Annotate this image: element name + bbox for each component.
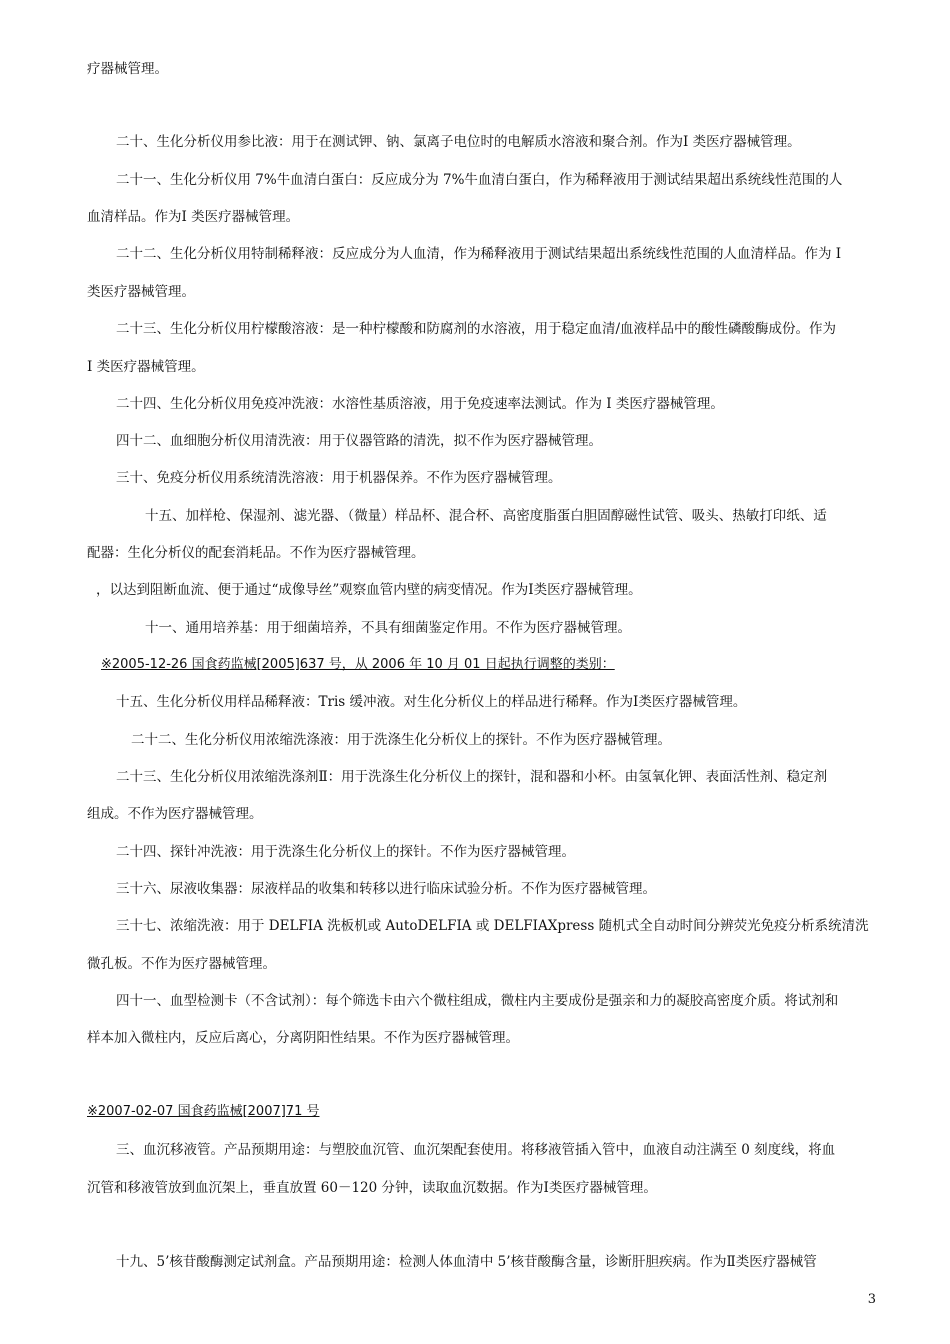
text-line: 二十三、生化分析仪用柠檬酸溶液：是一种柠檬酸和防腐剂的水溶液，用于稳定血清/血液样品中的酸性磷酸酶成份。作为 xyxy=(116,321,837,337)
text-line: 二十、生化分析仪用参比液：用于在测试钾、钠、氯离子电位时的电解质水溶液和聚合剂。作为I 类医疗器械管理。 xyxy=(116,134,801,150)
text-line: 三、血沉移液管。产品预期用途：与塑胶血沉管、血沉架配套使用。将移液管插入管中，血液自动注满至 0 刻度线，将血 xyxy=(116,1142,836,1158)
text-line: 十九、5’核苷酸酶测定试剂盒。产品预期用途：检测人体血清中 5’核苷酸酶含量，诊断肝胆疾病。作为Ⅱ类医疗器械管 xyxy=(116,1254,817,1270)
page-number: 3 xyxy=(867,1292,876,1307)
text-line: 疗器械管理。 xyxy=(87,61,168,77)
text-line: 二十一、生化分析仪用 7%牛血清白蛋白：反应成分为 7%牛血清白蛋白，作为稀释液用于测试结果超出系统线性范围的人 xyxy=(116,172,843,188)
text-line: 二十二、生化分析仪用浓缩洗涤液：用于洗涤生化分析仪上的探针。不作为医疗器械管理。 xyxy=(131,732,671,748)
text-line: 十一、通用培养基：用于细菌培养，不具有细菌鉴定作用。不作为医疗器械管理。 xyxy=(145,620,631,636)
text-line: 类医疗器械管理。 xyxy=(87,284,195,300)
text-line: ，以达到阻断血流、便于通过“成像导丝”观察血管内壁的病变情况。作为Ⅰ类医疗器械管理。 xyxy=(96,582,642,598)
text-line: 样本加入微柱内，反应后离心，分离阴阳性结果。不作为医疗器械管理。 xyxy=(87,1030,519,1046)
text-line: 三十六、尿液收集器：尿液样品的收集和转移以进行临床试验分析。不作为医疗器械管理。 xyxy=(116,881,656,897)
text-line: 二十二、生化分析仪用特制稀释液：反应成分为人血清，作为稀释液用于测试结果超出系统线性范围的人血清样品。作为 I xyxy=(116,246,842,262)
text-line: 微孔板。不作为医疗器械管理。 xyxy=(87,956,276,972)
text-line: 二十四、探针冲洗液：用于洗涤生化分析仪上的探针。不作为医疗器械管理。 xyxy=(116,844,575,860)
section-heading: ※2007-02-07 国食药监械[2007]71 号 xyxy=(87,1104,320,1119)
text-line: 四十二、血细胞分析仪用清洗液：用于仪器管路的清洗，拟不作为医疗器械管理。 xyxy=(116,433,602,449)
text-line: 十五、生化分析仪用样品稀释液：Tris 缓冲液。对生化分析仪上的样品进行稀释。作为Ⅰ类医疗器械管理。 xyxy=(116,694,747,710)
text-line: 配器：生化分析仪的配套消耗品。不作为医疗器械管理。 xyxy=(87,545,425,561)
text-line: 三十七、浓缩洗液：用于 DELFIA 洗板机或 AutoDELFIA 或 DELFIAXpress 随机式全自动时间分辨荧光免疫分析系统清洗 xyxy=(116,918,869,934)
text-line: 血清样品。作为I 类医疗器械管理。 xyxy=(87,209,300,225)
text-line: 十五、加样枪、保湿剂、滤光器、（微量）样品杯、混合杯、高密度脂蛋白胆固醇磁性试管、吸头、热敏打印纸、适 xyxy=(145,508,827,524)
text-line: 二十三、生化分析仪用浓缩洗涤剂Ⅱ：用于洗涤生化分析仪上的探针，混和器和小杯。由氢氧化钾、表面活性剂、稳定剂 xyxy=(116,769,828,785)
text-line: 组成。不作为医疗器械管理。 xyxy=(87,806,263,822)
text-line: 三十、免疫分析仪用系统清洗溶液：用于机器保养。不作为医疗器械管理。 xyxy=(116,470,562,486)
text-line: 二十四、生化分析仪用免疫冲洗液：水溶性基质溶液，用于免疫速率法测试。作为 I 类医疗器械管理。 xyxy=(116,396,724,412)
text-line: 沉管和移液管放到血沉架上，垂直放置 60－120 分钟，读取血沉数据。作为Ⅰ类医疗器械管理。 xyxy=(87,1180,657,1196)
section-heading: ※2005-12-26 国食药监械[2005]637 号，从 2006 年 10 月 01 日起执行调整的类别： xyxy=(101,657,615,672)
text-line: I 类医疗器械管理。 xyxy=(87,359,205,375)
text-line: 四十一、血型检测卡（不含试剂）：每个筛选卡由六个微柱组成，微柱内主要成份是强亲和力的凝胶高密度介质。将试剂和 xyxy=(116,993,839,1009)
